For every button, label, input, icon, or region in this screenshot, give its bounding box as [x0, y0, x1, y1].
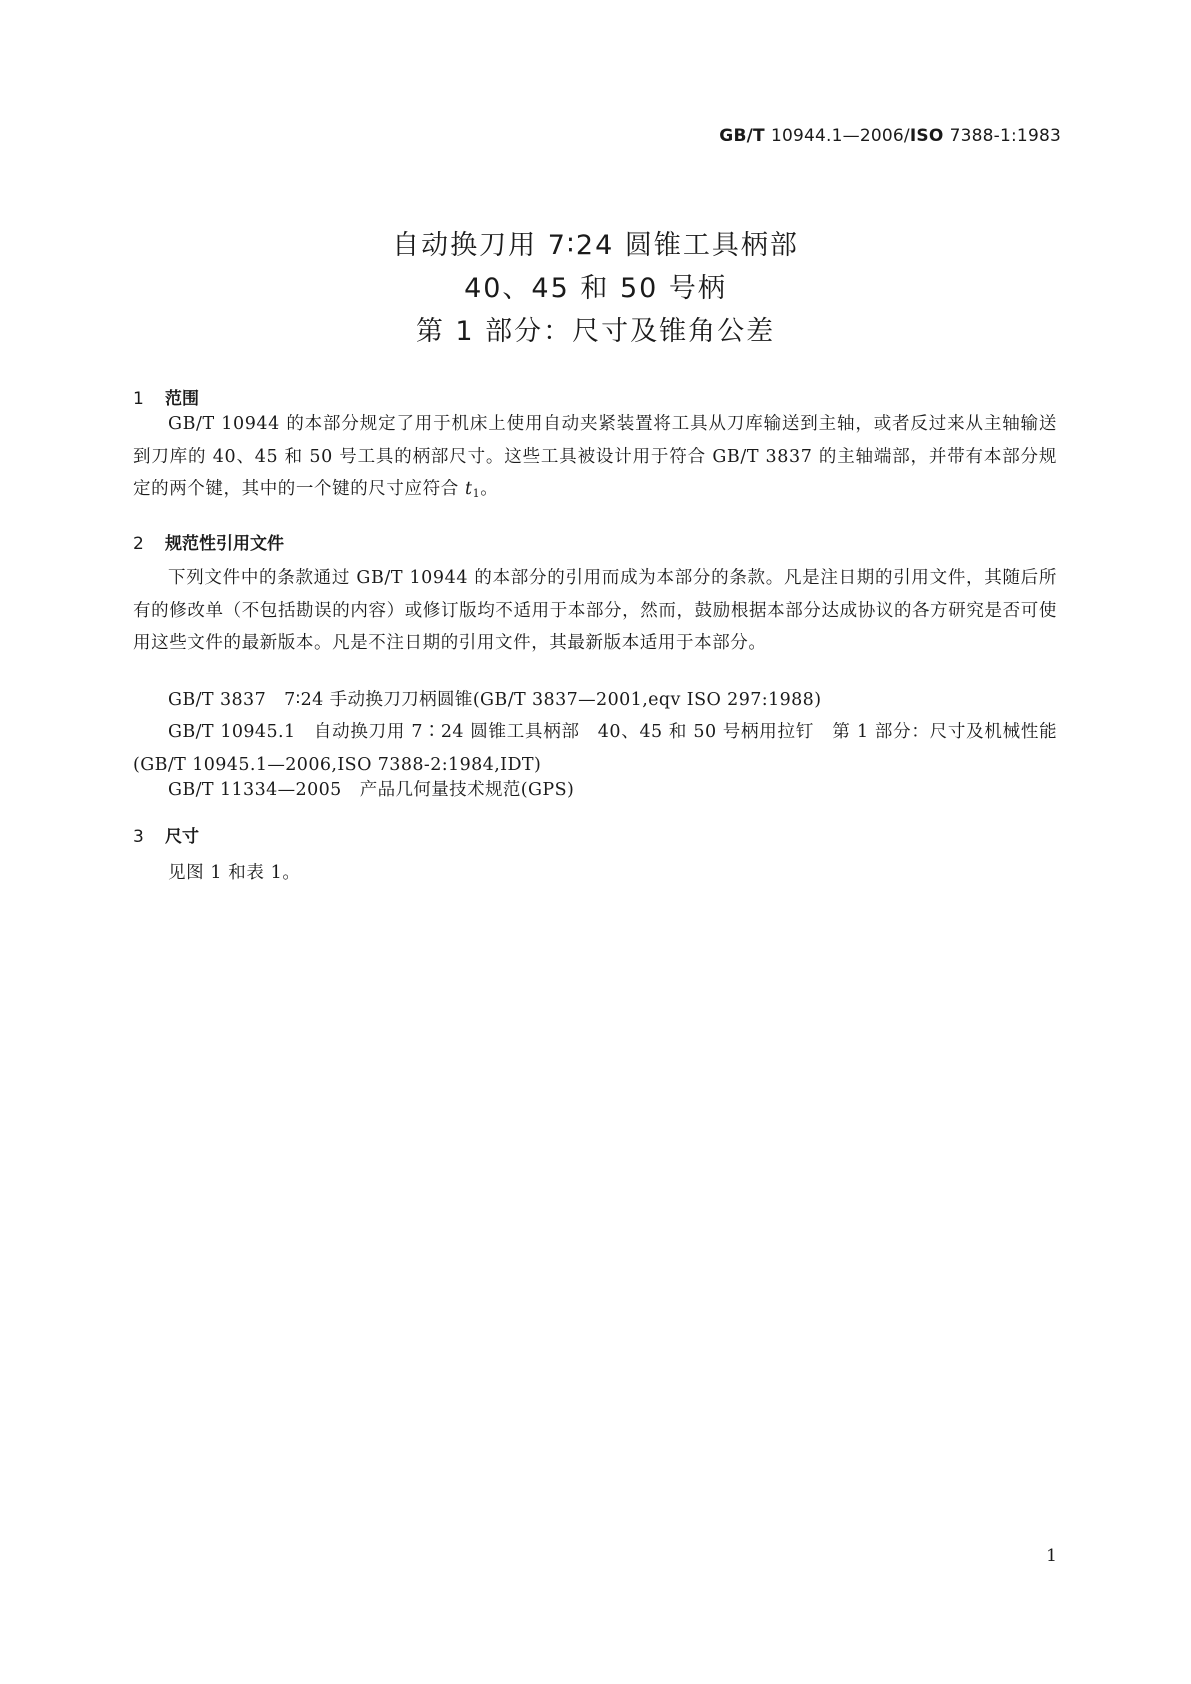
section-3-number: 3	[133, 827, 144, 847]
reference-title-part-2: 40、45 和 50 号柄用拉钉	[597, 722, 815, 742]
section-2-paragraph: 下列文件中的条款通过 GB/T 10944 的本部分的引用而成为本部分的条款。凡是注日期的引用文件，其随后所有的修改单（不包括勘误的内容）或修订版均不适用于本部分，然而，鼓励根据本部分达成协议的各方研究是否可使用这些文件的最新版本。凡是不注日期的引用文件，其最新版本适用于本部分。	[133, 568, 1057, 653]
std-prefix: GB/T	[719, 126, 765, 146]
section-1-heading	[133, 384, 199, 409]
page-number: 1	[1046, 1546, 1057, 1566]
key-symbol: t	[464, 479, 473, 499]
std-number: 10944.1—2006/	[770, 126, 910, 146]
scope-text: GB/T 10944 的本部分规定了用于机床上使用自动夹紧装置将工具从刀库输送到主轴，或者反过来从主轴输送到刀库的 40、45 和 50 号工具的柄部尺寸。这些工具被设计用于符合 GB/T 3837 的主轴端部，并带有本部分规定的两个键，其中的一个键的尺寸应符合	[133, 414, 1057, 499]
section-2-heading	[133, 529, 284, 554]
section-1-title: 范围	[165, 389, 199, 409]
document-title	[0, 224, 1191, 353]
section-2-title: 规范性引用文件	[165, 534, 284, 554]
standard-number-header	[719, 126, 1061, 146]
title-line-1: 自动换刀用 7∶24 圆锥工具柄部	[392, 230, 799, 261]
reference-item	[133, 774, 1057, 807]
reference-code: GB/T 11334—2005	[168, 780, 342, 800]
section-3-title: 尺寸	[165, 827, 199, 847]
reference-item	[133, 716, 1057, 781]
reference-item	[133, 684, 1057, 717]
reference-code: GB/T 10945.1	[168, 722, 296, 742]
title-line-2: 40、45 和 50 号柄	[464, 273, 727, 304]
reference-title-part-3: 第 1 部分：尺寸及机械性能(GB/T 10945.1—2006,ISO 7388-2:1984,IDT)	[133, 722, 1058, 775]
scope-end: 。	[480, 479, 499, 499]
reference-title: 自动换刀用 7∶24 圆锥工具柄部	[313, 722, 580, 742]
reference-code: GB/T 3837	[168, 690, 267, 710]
reference-title: 7∶24 手动换刀刀柄圆锥(GB/T 3837—2001,eqv ISO 297:1988)	[284, 690, 822, 710]
section-1-number: 1	[133, 389, 144, 409]
iso-prefix: ISO	[909, 126, 944, 146]
section-3-heading	[133, 822, 199, 847]
title-line-3: 第 1 部分：尺寸及锥角公差	[415, 316, 776, 347]
reference-title: 产品几何量技术规范(GPS)	[359, 780, 575, 800]
section-1-paragraph	[133, 408, 1057, 511]
key-symbol-subscript: 1	[472, 487, 481, 500]
iso-number: 7388-1:1983	[949, 126, 1061, 146]
section-2-number: 2	[133, 534, 144, 554]
section-3-paragraph: 见图 1 和表 1。	[168, 863, 301, 883]
